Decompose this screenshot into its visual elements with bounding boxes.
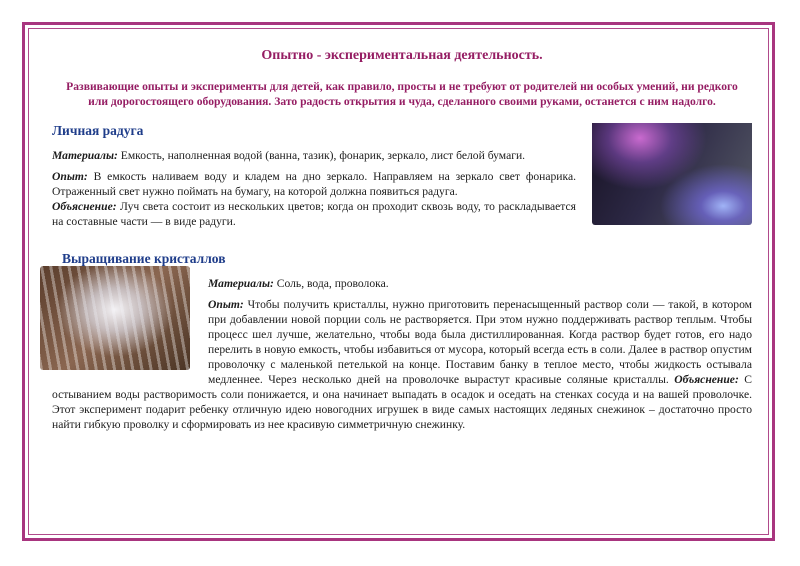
intro-paragraph: Развивающие опыты и эксперименты для детей, как правило, просты и не требуют от родителей ни особых умений, ни редкого или дорогостоящего оборудования. Зато радость открытия и чуда, сделанного своими руками, останется с ним надолго.: [66, 80, 738, 108]
explanation-label: Объяснение:: [52, 200, 117, 213]
section-growing-crystals: [52, 251, 752, 432]
page-title: Опытно - экспериментальная деятельность.: [261, 48, 543, 63]
materials-text: Емкость, наполненная водой (ванна, тазик), фонарик, зеркало, лист белой бумаги.: [117, 149, 526, 162]
document-content: [52, 40, 752, 438]
experiment-text: В емкость наливаем воду и кладем на дно зеркало. Направляем на зеркало свет фонарика. Отраженный свет нужно поймать на бумагу, на которой должна появиться радуга.: [52, 170, 576, 198]
section-heading: Личная радуга: [52, 123, 144, 138]
experiment-label: Опыт:: [52, 170, 88, 183]
experiment-text: Чтобы получить кристаллы, нужно приготовить перенасыщенный раствор соли — такой, в котором при добавлении новой порции соль не растворяется. При этом нужно поддерживать раствор теплым. Чтобы процесс шел лучше, желательно, чтобы вода была дистиллированная. Когда раствор будет готов, его надо перелить в новую емкость, чтобы избавиться от мусора, который всегда есть в соли. Далее в раствор опустим проволочку с маленькой петелькой на конце. Поставим банку в теплое место, чтобы жидкость остывала медленнее. Через несколько дней на проволочке вырастут красивые соляные кристаллы.: [208, 298, 752, 386]
section-heading: Выращивание кристаллов: [62, 251, 226, 266]
materials-label: Материалы:: [208, 277, 274, 290]
materials-label: Материалы:: [52, 149, 118, 162]
explanation-label: Объяснение:: [674, 373, 739, 386]
explanation-text: Луч света состоит из нескольких цветов; когда он проходит сквозь воду, то раскладывается на составные части — в виде радуги.: [52, 200, 576, 228]
explanation-text: С остыванием воды растворимость соли понижается, и она начинает выпадать в осадок и оседать на стенках сосуда и на вашей проволочке. Этот эксперимент подарит ребенку отличную идею новогодних игрушек в виде самых настоящих ледяных снежинок – достаточно просто найти гибкую проволку и сформировать из нее красивую симметричную снежинку.: [52, 373, 752, 431]
experiment-label: Опыт:: [208, 298, 244, 311]
salt-crystals-photo: [40, 266, 190, 370]
rainbow-water-photo: [592, 123, 752, 225]
materials-text: Соль, вода, проволока.: [273, 277, 389, 290]
section-personal-rainbow: [52, 123, 752, 235]
